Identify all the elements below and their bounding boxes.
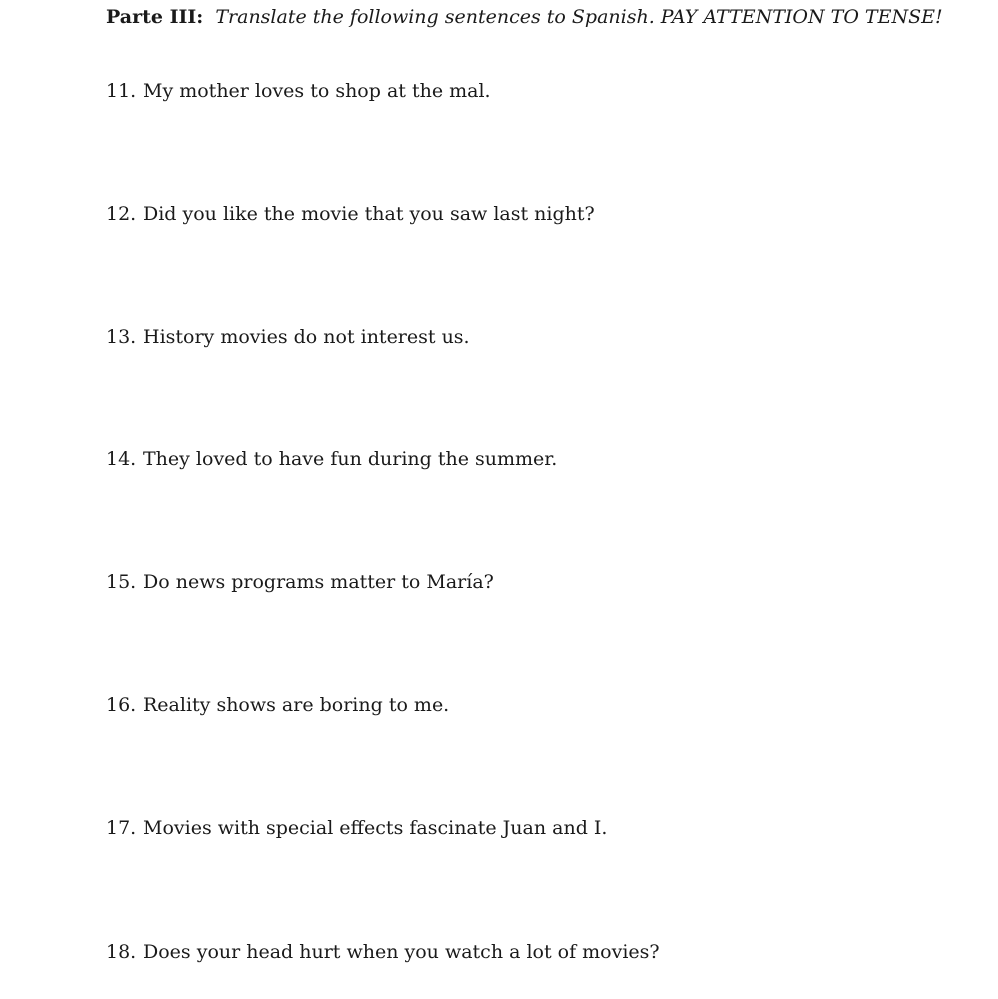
question-number: 15. — [106, 571, 137, 593]
question-11 — [106, 78, 491, 104]
question-14 — [106, 446, 557, 472]
question-number: 14. — [106, 448, 137, 470]
question-number: 12. — [106, 203, 137, 225]
question-text: Does your head hurt when you watch a lot of movies? — [143, 941, 660, 963]
question-number: 13. — [106, 326, 137, 348]
question-text: Do news programs matter to María? — [143, 571, 494, 593]
section-instruction: Translate the following sentences to Spanish. PAY ATTENTION TO TENSE! — [215, 6, 943, 28]
question-18 — [106, 939, 660, 965]
question-text: History movies do not interest us. — [143, 326, 470, 348]
question-text: Did you like the movie that you saw last night? — [143, 203, 595, 225]
question-text: Reality shows are boring to me. — [143, 694, 450, 716]
question-13 — [106, 324, 470, 350]
section-label: Parte III: — [106, 6, 204, 28]
question-12 — [106, 201, 595, 227]
question-text: Movies with special effects fascinate Juan and I. — [143, 817, 608, 839]
question-text: My mother loves to shop at the mal. — [143, 80, 491, 102]
question-text: They loved to have fun during the summer. — [143, 448, 558, 470]
question-15 — [106, 569, 494, 595]
question-number: 11. — [106, 80, 137, 102]
question-number: 18. — [106, 941, 137, 963]
question-17 — [106, 815, 607, 841]
question-number: 17. — [106, 817, 137, 839]
question-16 — [106, 692, 449, 718]
section-header — [106, 4, 943, 30]
question-number: 16. — [106, 694, 137, 716]
